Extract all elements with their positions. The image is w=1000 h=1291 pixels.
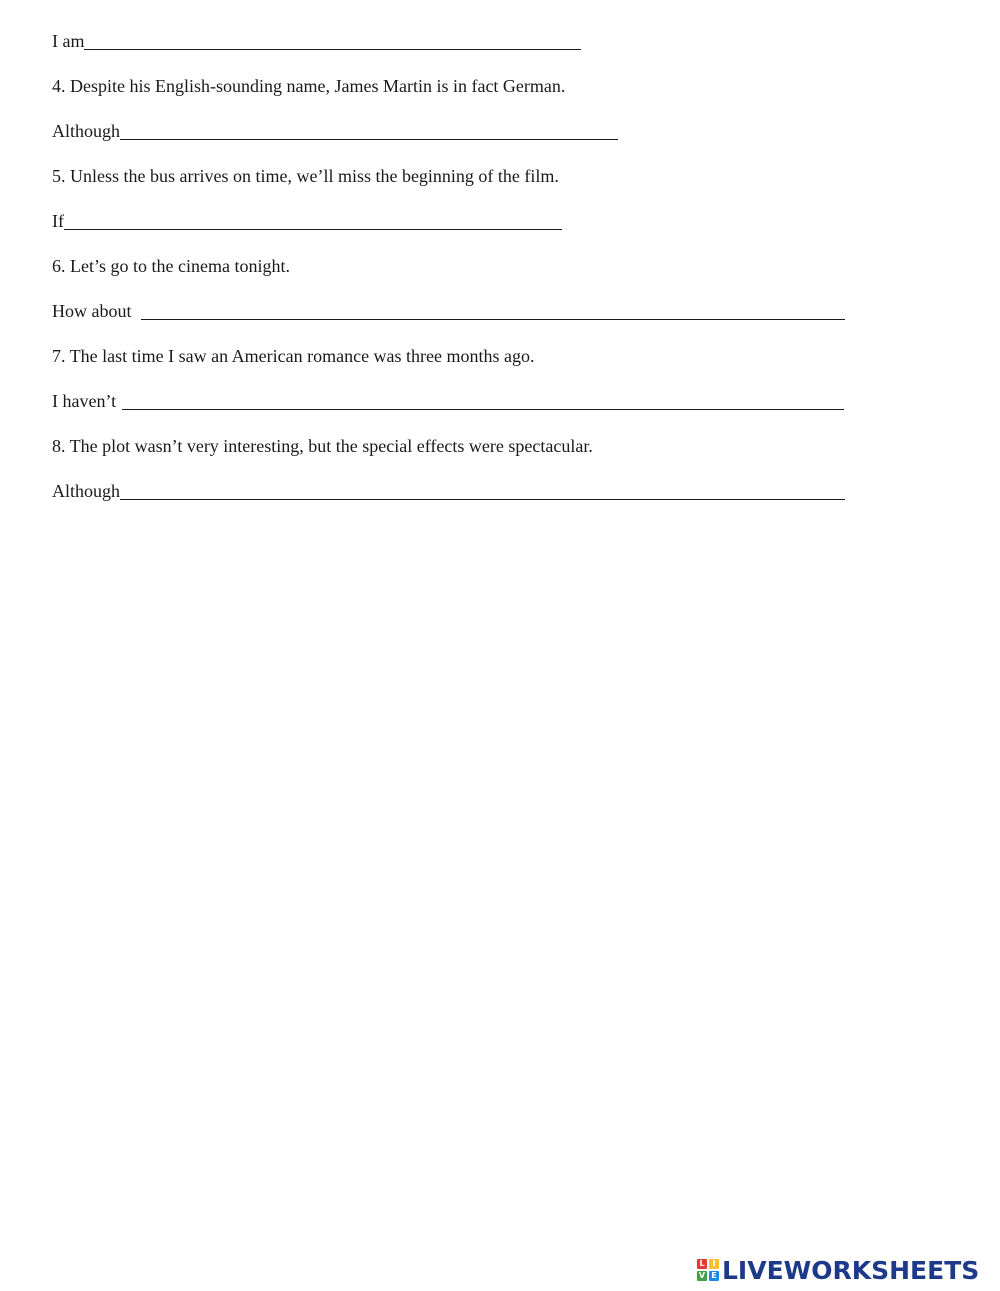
answer-input[interactable] [120, 138, 618, 140]
question-8: 8. The plot wasn’t very interesting, but the special effects were spectacular. [52, 436, 593, 456]
question-4: 4. Despite his English-sounding name, James Martin is in fact German. [52, 76, 566, 96]
question-7: 7. The last time I saw an American romance was three months ago. [52, 346, 535, 366]
logo-block-l: L [697, 1259, 707, 1269]
answer-prompt: I haven’t [52, 391, 117, 411]
logo-block-e: E [709, 1271, 719, 1281]
logo-blocks [697, 1259, 719, 1281]
answer-input[interactable] [84, 48, 581, 50]
answer-prompt: I am [52, 31, 85, 51]
question-6: 6. Let’s go to the cinema tonight. [52, 256, 290, 276]
answer-input[interactable] [141, 318, 845, 320]
liveworksheets-logo [697, 1256, 979, 1284]
answer-prompt: Although [52, 481, 121, 501]
answer-prompt: How about [52, 301, 132, 321]
answer-line-5 [52, 209, 562, 233]
logo-block-v: V [698, 1271, 706, 1280]
answer-prompt: Although [52, 121, 121, 141]
answer-input[interactable] [122, 408, 844, 410]
answer-line-4 [52, 119, 618, 143]
answer-input[interactable] [120, 498, 845, 500]
answer-line-3 [52, 29, 581, 53]
question-5: 5. Unless the bus arrives on time, we’ll miss the beginning of the film. [52, 166, 559, 186]
logo-block-i: I [709, 1259, 719, 1269]
answer-line-6 [52, 299, 845, 323]
answer-line-8 [52, 479, 845, 503]
answer-line-7 [52, 389, 844, 413]
logo-text: LIVEWORKSHEETS [722, 1255, 980, 1285]
answer-prompt: If [52, 211, 64, 231]
answer-input[interactable] [64, 228, 562, 230]
